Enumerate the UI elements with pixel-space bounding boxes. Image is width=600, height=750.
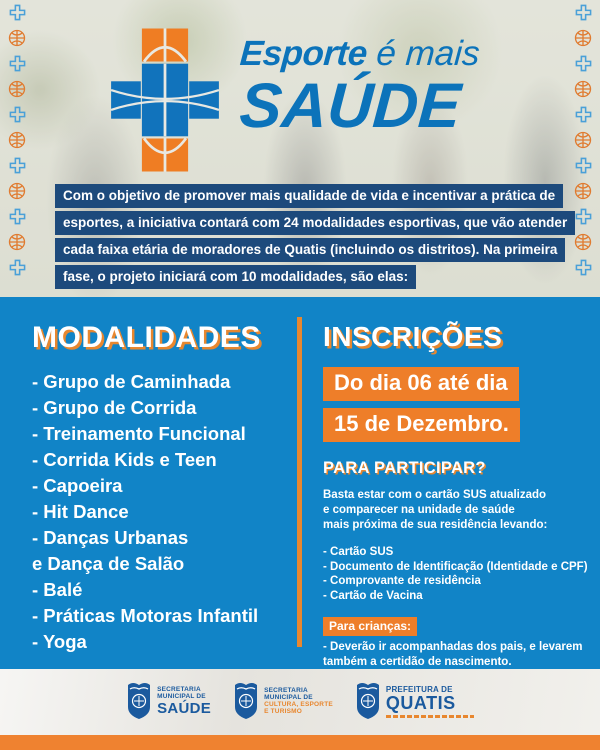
logo-text-line: E TURISMO xyxy=(264,707,303,715)
cross-icon xyxy=(9,157,26,174)
logo-text-line: SECRETARIA xyxy=(157,686,201,694)
footer-logos-bar xyxy=(0,669,600,735)
intro-line: esportes, a iniciativa contará com 24 modalidades esportivas, que vão atender xyxy=(55,211,575,235)
logo-text-line: MUNICIPAL DE xyxy=(264,694,313,702)
logo-secretaria-saude xyxy=(126,680,211,725)
logo-text-line: PREFEITURA DE xyxy=(385,684,453,694)
poster-title xyxy=(237,34,590,142)
modalidades-column xyxy=(32,321,292,655)
title-esporte: Esporte xyxy=(238,34,369,73)
note-line: - Deverão ir acompanhadas dos pais, e levarem xyxy=(323,641,583,653)
list-item: - Treinamento Funcional xyxy=(32,423,246,444)
list-item: - Práticas Motoras Infantil xyxy=(32,605,259,626)
shield-icon xyxy=(126,680,152,725)
vertical-divider xyxy=(297,317,302,647)
cross-icon xyxy=(575,4,592,21)
list-item: - Comprovante de residência xyxy=(323,575,481,587)
bottom-orange-bar xyxy=(0,735,600,750)
documents-list xyxy=(323,545,588,603)
logo-secretaria-cultura-esporte xyxy=(233,680,333,725)
logo-text-line: SAÚDE xyxy=(157,699,212,717)
logo-text-line: QUATIS xyxy=(385,693,456,714)
shield-icon xyxy=(355,680,381,725)
basketball-icon xyxy=(574,233,592,251)
list-item: - Danças Urbanas xyxy=(32,527,189,548)
intro-line: Com o objetivo de promover mais qualidade de vida e incentivar a prática de xyxy=(55,184,563,208)
date-highlight-1: Do dia 06 até dia xyxy=(323,367,519,401)
inscricoes-column xyxy=(323,321,588,670)
basketball-icon xyxy=(8,29,26,47)
cross-icon xyxy=(9,4,26,21)
note-line: também a certidão de nascimento. xyxy=(323,656,512,668)
participar-instructions xyxy=(323,488,588,533)
modalidades-heading: MODALIDADES xyxy=(32,321,261,354)
sport-health-cross-logo xyxy=(110,26,220,174)
list-item: - Corrida Kids e Teen xyxy=(32,449,217,470)
list-item: - Grupo de Caminhada xyxy=(32,371,231,392)
basketball-icon xyxy=(8,80,26,98)
basketball-icon xyxy=(574,182,592,200)
cross-icon xyxy=(575,259,592,276)
instruction-line: e comparecer na unidade de saúde xyxy=(323,504,515,516)
border-column-left xyxy=(2,0,32,297)
list-item: e Dança de Salão xyxy=(32,553,185,574)
basketball-icon xyxy=(8,233,26,251)
hero-photo-area xyxy=(0,0,600,297)
participar-heading: PARA PARTICIPAR? xyxy=(323,459,486,477)
criancas-note xyxy=(323,640,588,670)
title-saude: SAÚDE xyxy=(237,71,463,141)
cross-icon xyxy=(9,106,26,123)
cross-icon xyxy=(9,55,26,72)
logo-prefeitura-quatis xyxy=(355,680,474,725)
intro-line: cada faixa etária de moradores de Quatis (incluindo os distritos). Na primeira xyxy=(55,238,565,262)
title-e-mais: é mais xyxy=(365,34,482,73)
instruction-line: Basta estar com o cartão SUS atualizado xyxy=(323,489,547,501)
logo-text-line: SECRETARIA xyxy=(264,687,308,695)
title-line-1 xyxy=(239,34,592,74)
basketball-icon xyxy=(8,131,26,149)
list-item: - Balé xyxy=(32,579,83,600)
basketball-icon xyxy=(8,182,26,200)
inscricoes-heading: INSCRIÇÕES xyxy=(323,321,503,352)
modalidades-list xyxy=(32,369,292,655)
instruction-line: mais próxima de sua residência levando: xyxy=(323,519,548,531)
cross-icon xyxy=(9,208,26,225)
criancas-tag: Para crianças: xyxy=(323,617,417,636)
intro-paragraph xyxy=(55,184,575,292)
list-item: - Cartão de Vacina xyxy=(323,589,423,602)
slogan-line xyxy=(386,715,474,718)
list-item: - Grupo de Corrida xyxy=(32,397,197,418)
logo-text-line: MUNICIPAL DE xyxy=(157,693,206,701)
list-item: - Cartão SUS xyxy=(323,546,394,558)
logo-text-line: CULTURA, ESPORTE xyxy=(264,701,333,708)
main-content-section xyxy=(0,297,600,669)
shield-icon xyxy=(233,680,259,725)
list-item: - Yoga xyxy=(32,631,87,652)
cross-icon xyxy=(575,157,592,174)
date-highlight-2: 15 de Dezembro. xyxy=(323,408,520,442)
list-item: - Hit Dance xyxy=(32,501,129,522)
cross-icon xyxy=(9,259,26,276)
cross-icon xyxy=(575,208,592,225)
list-item: - Capoeira xyxy=(32,475,123,496)
list-item: - Documento de Identificação (Identidade e CPF) xyxy=(323,560,588,573)
intro-line: fase, o projeto iniciará com 10 modalidades, são elas: xyxy=(55,265,416,289)
